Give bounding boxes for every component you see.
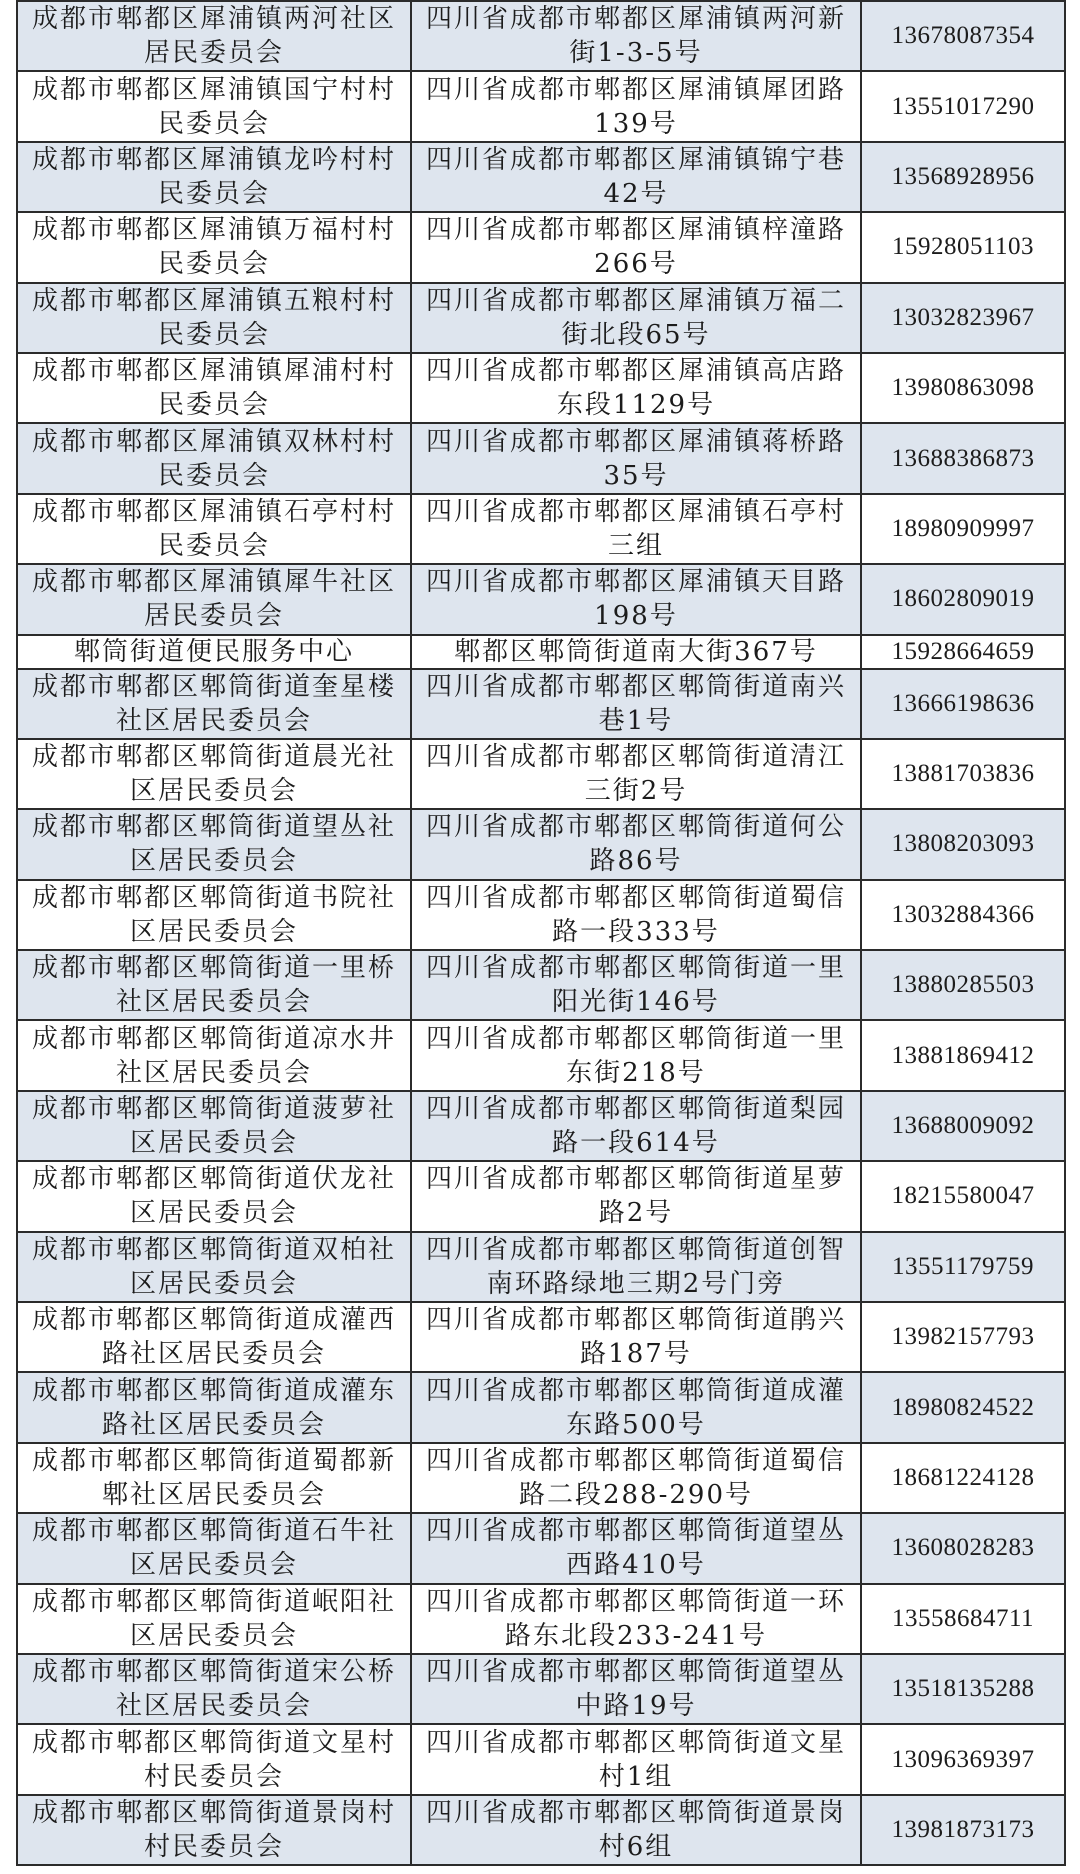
organization-name-cell: 成都市郫都区郫筒街道蜀都新郫社区居民委员会 <box>17 1443 411 1513</box>
organization-name-cell: 成都市郫都区郫筒街道岷阳社区居民委员会 <box>17 1584 411 1654</box>
phone-number-cell: 13880285503 <box>861 950 1065 1020</box>
phone-number-cell: 13518135288 <box>861 1654 1065 1724</box>
address-cell: 四川省成都市郫都区郫筒街道望丛西路410号 <box>411 1513 861 1583</box>
organization-name-cell: 成都市郫都区郫筒街道双柏社区居民委员会 <box>17 1232 411 1302</box>
organization-name-cell: 成都市郫都区郫筒街道成灌东路社区居民委员会 <box>17 1372 411 1442</box>
organization-name-cell: 成都市郫都区郫筒街道奎星楼社区居民委员会 <box>17 669 411 739</box>
organization-name-cell: 成都市郫都区犀浦镇犀牛社区居民委员会 <box>17 564 411 634</box>
phone-number-cell: 13558684711 <box>861 1584 1065 1654</box>
contact-table <box>16 0 1066 1866</box>
phone-number-cell: 13096369397 <box>861 1724 1065 1794</box>
phone-number-cell: 18980824522 <box>861 1372 1065 1442</box>
table-row <box>17 809 1065 879</box>
phone-number-cell: 13551179759 <box>861 1232 1065 1302</box>
phone-number-cell: 13982157793 <box>861 1302 1065 1372</box>
phone-number-cell: 13666198636 <box>861 669 1065 739</box>
address-cell: 四川省成都市郫都区郫筒街道一里东街218号 <box>411 1020 861 1090</box>
address-cell: 四川省成都市郫都区犀浦镇万福二街北段65号 <box>411 283 861 353</box>
phone-number-cell: 13568928956 <box>861 142 1065 212</box>
phone-number-cell: 13032884366 <box>861 880 1065 950</box>
organization-name-cell: 成都市郫都区郫筒街道伏龙社区居民委员会 <box>17 1161 411 1231</box>
address-cell: 四川省成都市郫都区郫筒街道星萝路2号 <box>411 1161 861 1231</box>
organization-name-cell: 成都市郫都区郫筒街道望丛社区居民委员会 <box>17 809 411 879</box>
organization-name-cell: 成都市郫都区郫筒街道宋公桥社区居民委员会 <box>17 1654 411 1724</box>
address-cell: 四川省成都市郫都区犀浦镇天目路198号 <box>411 564 861 634</box>
address-cell: 四川省成都市郫都区郫筒街道蜀信路二段288-290号 <box>411 1443 861 1513</box>
address-cell: 四川省成都市郫都区郫筒街道一环路东北段233-241号 <box>411 1584 861 1654</box>
phone-number-cell: 13688009092 <box>861 1091 1065 1161</box>
table-row <box>17 1513 1065 1583</box>
table-row <box>17 142 1065 212</box>
organization-name-cell: 成都市郫都区郫筒街道一里桥社区居民委员会 <box>17 950 411 1020</box>
address-cell: 四川省成都市郫都区郫筒街道景岗村6组 <box>411 1795 861 1865</box>
organization-name-cell: 成都市郫都区犀浦镇龙吟村村民委员会 <box>17 142 411 212</box>
organization-name-cell: 成都市郫都区犀浦镇两河社区居民委员会 <box>17 1 411 71</box>
address-cell: 四川省成都市郫都区犀浦镇锦宁巷42号 <box>411 142 861 212</box>
phone-number-cell: 13881703836 <box>861 739 1065 809</box>
organization-name-cell: 成都市郫都区郫筒街道菠萝社区居民委员会 <box>17 1091 411 1161</box>
phone-number-cell: 13551017290 <box>861 71 1065 141</box>
address-cell: 四川省成都市郫都区郫筒街道蜀信路一段333号 <box>411 880 861 950</box>
organization-name-cell: 成都市郫都区郫筒街道景岗村村民委员会 <box>17 1795 411 1865</box>
table-row <box>17 423 1065 493</box>
address-cell: 四川省成都市郫都区犀浦镇高店路东段1129号 <box>411 353 861 423</box>
organization-name-cell: 成都市郫都区郫筒街道石牛社区居民委员会 <box>17 1513 411 1583</box>
organization-name-cell: 成都市郫都区犀浦镇国宁村村民委员会 <box>17 71 411 141</box>
table-row <box>17 283 1065 353</box>
organization-name-cell: 成都市郫都区犀浦镇犀浦村村民委员会 <box>17 353 411 423</box>
table-row <box>17 1654 1065 1724</box>
address-cell: 四川省成都市郫都区郫筒街道一里阳光街146号 <box>411 950 861 1020</box>
table-row <box>17 739 1065 809</box>
address-cell: 四川省成都市郫都区郫筒街道望丛中路19号 <box>411 1654 861 1724</box>
table-row <box>17 635 1065 669</box>
table-row <box>17 880 1065 950</box>
phone-number-cell: 18681224128 <box>861 1443 1065 1513</box>
table-row <box>17 1795 1065 1865</box>
table-row <box>17 1091 1065 1161</box>
table-row <box>17 1302 1065 1372</box>
address-cell: 四川省成都市郫都区犀浦镇两河新街1-3-5号 <box>411 1 861 71</box>
table-row <box>17 1443 1065 1513</box>
phone-number-cell: 13808203093 <box>861 809 1065 879</box>
table-row <box>17 353 1065 423</box>
organization-name-cell: 成都市郫都区郫筒街道文星村村民委员会 <box>17 1724 411 1794</box>
phone-number-cell: 13980863098 <box>861 353 1065 423</box>
table-row <box>17 71 1065 141</box>
table-row <box>17 1584 1065 1654</box>
phone-number-cell: 13981873173 <box>861 1795 1065 1865</box>
table-row <box>17 1372 1065 1442</box>
organization-name-cell: 成都市郫都区犀浦镇万福村村民委员会 <box>17 212 411 282</box>
address-cell: 四川省成都市郫都区犀浦镇石亭村三组 <box>411 494 861 564</box>
phone-number-cell: 15928664659 <box>861 635 1065 669</box>
table-row <box>17 1724 1065 1794</box>
table-row <box>17 669 1065 739</box>
address-cell: 四川省成都市郫都区犀浦镇梓潼路266号 <box>411 212 861 282</box>
phone-number-cell: 18980909997 <box>861 494 1065 564</box>
phone-number-cell: 13608028283 <box>861 1513 1065 1583</box>
address-cell: 四川省成都市郫都区郫筒街道成灌东路500号 <box>411 1372 861 1442</box>
table-row <box>17 950 1065 1020</box>
table-row <box>17 1020 1065 1090</box>
address-cell: 四川省成都市郫都区犀浦镇蒋桥路35号 <box>411 423 861 493</box>
address-cell: 四川省成都市郫都区郫筒街道何公路86号 <box>411 809 861 879</box>
organization-name-cell: 成都市郫都区犀浦镇双林村村民委员会 <box>17 423 411 493</box>
address-cell: 四川省成都市郫都区郫筒街道文星村1组 <box>411 1724 861 1794</box>
contact-table-body <box>17 1 1065 1865</box>
organization-name-cell: 成都市郫都区郫筒街道凉水井社区居民委员会 <box>17 1020 411 1090</box>
phone-number-cell: 13032823967 <box>861 283 1065 353</box>
table-row <box>17 1232 1065 1302</box>
phone-number-cell: 15928051103 <box>861 212 1065 282</box>
phone-number-cell: 13688386873 <box>861 423 1065 493</box>
table-row <box>17 212 1065 282</box>
phone-number-cell: 13881869412 <box>861 1020 1065 1090</box>
address-cell: 四川省成都市郫都区郫筒街道清江三街2号 <box>411 739 861 809</box>
table-row <box>17 1 1065 71</box>
phone-number-cell: 18602809019 <box>861 564 1065 634</box>
address-cell: 四川省成都市郫都区郫筒街道创智南环路绿地三期2号门旁 <box>411 1232 861 1302</box>
address-cell: 郫都区郫筒街道南大街367号 <box>411 635 861 669</box>
organization-name-cell: 成都市郫都区犀浦镇五粮村村民委员会 <box>17 283 411 353</box>
table-row <box>17 1161 1065 1231</box>
organization-name-cell: 成都市郫都区郫筒街道晨光社区居民委员会 <box>17 739 411 809</box>
organization-name-cell: 成都市郫都区犀浦镇石亭村村民委员会 <box>17 494 411 564</box>
address-cell: 四川省成都市郫都区犀浦镇犀团路139号 <box>411 71 861 141</box>
address-cell: 四川省成都市郫都区郫筒街道南兴巷1号 <box>411 669 861 739</box>
table-row <box>17 564 1065 634</box>
address-cell: 四川省成都市郫都区郫筒街道梨园路一段614号 <box>411 1091 861 1161</box>
organization-name-cell: 郫筒街道便民服务中心 <box>17 635 411 669</box>
organization-name-cell: 成都市郫都区郫筒街道书院社区居民委员会 <box>17 880 411 950</box>
address-cell: 四川省成都市郫都区郫筒街道鹃兴路187号 <box>411 1302 861 1372</box>
table-row <box>17 494 1065 564</box>
phone-number-cell: 18215580047 <box>861 1161 1065 1231</box>
organization-name-cell: 成都市郫都区郫筒街道成灌西路社区居民委员会 <box>17 1302 411 1372</box>
phone-number-cell: 13678087354 <box>861 1 1065 71</box>
